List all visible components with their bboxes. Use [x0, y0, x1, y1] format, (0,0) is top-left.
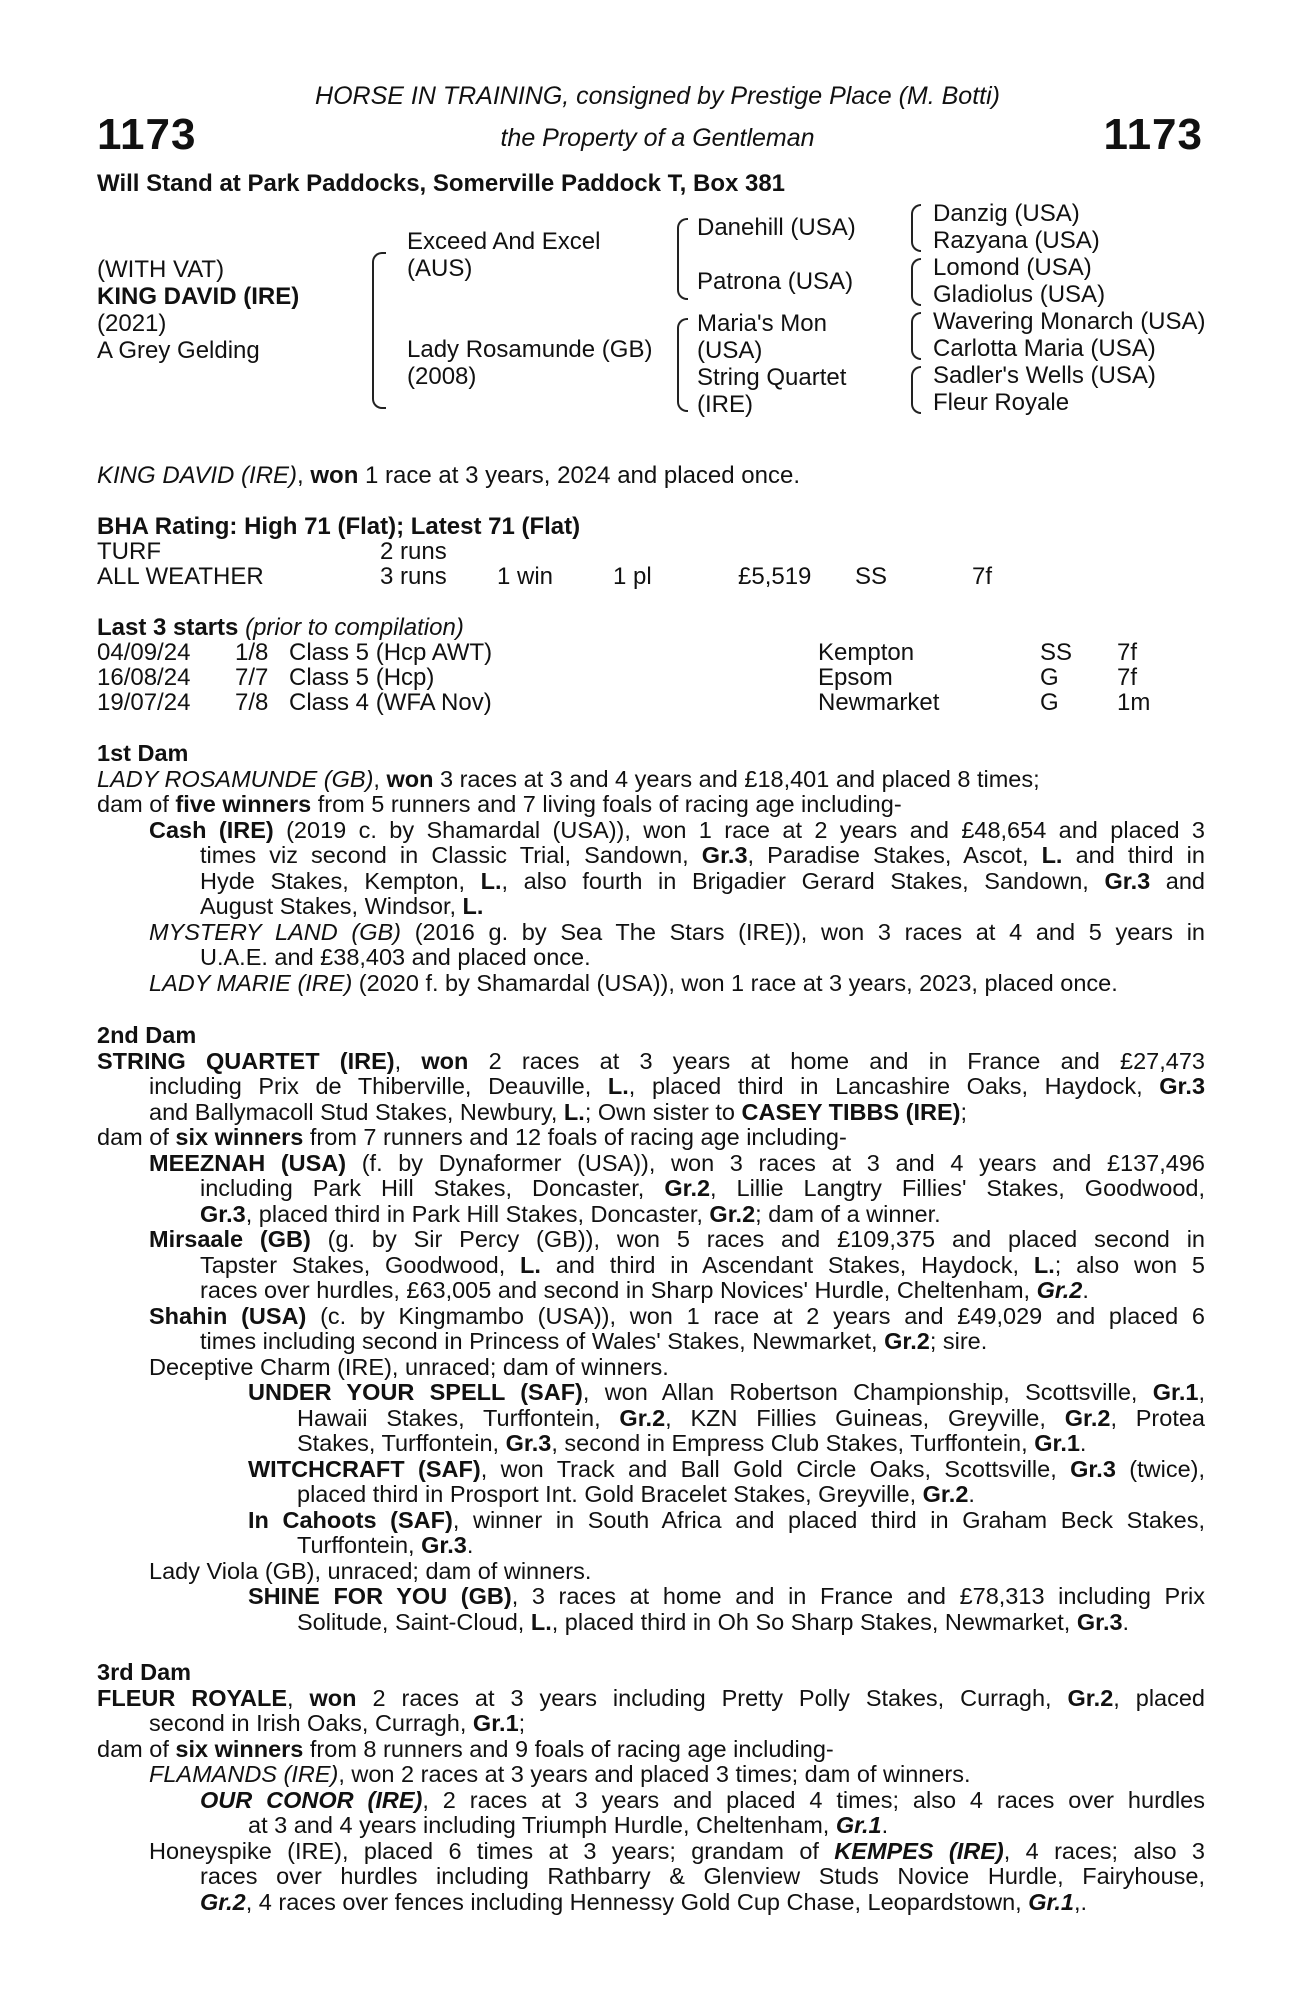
start-1-pos: 1/8: [235, 639, 269, 666]
brace-dam: [677, 318, 688, 412]
start-3-race: Class 4 (WFA Nov): [289, 689, 492, 716]
g4-wavering-monarch: Wavering Monarch (USA): [933, 308, 1206, 335]
second-dam-heading: 2nd Dam: [97, 1022, 197, 1048]
start-2-going: G: [1040, 664, 1059, 691]
start-3-going: G: [1040, 689, 1059, 716]
start-1-race: Class 5 (Hcp AWT): [289, 639, 493, 666]
third-dam-heading: 3rd Dam: [97, 1659, 192, 1685]
g4-sadlers-wells: Sadler's Wells (USA): [933, 362, 1156, 389]
dam-name: Lady Rosamunde (GB): [407, 336, 653, 363]
summary-won: won: [310, 462, 359, 489]
rating-going-aw: SS: [855, 563, 888, 590]
rating-distance-aw: 7f: [972, 563, 993, 590]
g4-fleur-royale: Fleur Royale: [933, 389, 1070, 416]
start-2-course: Epsom: [818, 664, 893, 691]
rating-earnings-aw: £5,519: [738, 563, 812, 590]
sire-origin: (AUS): [407, 255, 473, 282]
brace-g4-3: [911, 312, 921, 360]
start-2-distance: 7f: [1117, 664, 1138, 691]
dam-sire-origin: (USA): [697, 337, 763, 364]
start-1-going: SS: [1040, 639, 1073, 666]
start-1-course: Kempton: [818, 639, 915, 666]
brace-g4-2: [911, 258, 921, 306]
g4-carlotta-maria: Carlotta Maria (USA): [933, 335, 1156, 362]
start-2-pos: 7/7: [235, 664, 269, 691]
third-dam-section: 3rd Dam FLEUR ROYALE, won 2 races at 3 years including Pretty Polly Stakes, Curragh, Gr.2, placed second in Irish Oaks, Curragh, Gr.1; dam of six winners from 8 runners and 9 foals of racing age including- FLAMANDS (IRE), won 2 races at 3 years and placed 3 times; dam of winners. OUR CONOR (IRE), 2 races at 3 years and placed 4 times; also 4 races over hurdles at 3 and 4 years including Triumph Hurdle, Cheltenham, Gr.1. Honeyspike (IRE), placed 6 times at 3 years; grandam of KEMPES (IRE), 4 races; also 3 races over hurdles including Rathbarry & Glenview Studs Novice Hurdle, Fairyhouse, Gr.2, 4 races over fences including Hennessy Gold Cup Chase, Leopardstown, Gr.1,.: [97, 1659, 1205, 1915]
start-1-distance: 7f: [1117, 639, 1138, 666]
rating-surface-turf: TURF: [97, 538, 161, 565]
start-3-pos: 7/8: [235, 689, 269, 716]
start-2-race: Class 5 (Hcp): [289, 664, 435, 691]
dam-sire-name: Maria's Mon: [697, 310, 827, 337]
race-summary: KING DAVID (IRE), won 1 race at 3 years, 2024 and placed once.: [97, 462, 801, 489]
horse-name: KING DAVID (IRE): [97, 283, 300, 310]
dam-dam-origin: (IRE): [697, 391, 753, 418]
sire-name: Exceed And Excel: [407, 228, 601, 255]
rating-runs-turf: 2 runs: [380, 538, 447, 565]
vat-label: (WITH VAT): [97, 256, 225, 283]
bha-rating-heading: BHA Rating: High 71 (Flat); Latest 71 (Flat): [97, 513, 581, 540]
g4-danzig: Danzig (USA): [933, 200, 1080, 227]
lot-number-right: 1173: [1103, 110, 1203, 159]
brace-sire: [677, 218, 688, 300]
lot-number-left: 1173: [97, 110, 197, 159]
rating-places-aw: 1 pl: [613, 563, 652, 590]
start-3-course: Newmarket: [818, 689, 940, 716]
brace-g4-4: [911, 366, 921, 414]
dam-year: (2008): [407, 363, 477, 390]
rating-surface-aw: ALL WEATHER: [97, 563, 264, 590]
g4-gladiolus: Gladiolus (USA): [933, 281, 1106, 308]
second-dam-section: 2nd Dam STRING QUARTET (IRE), won 2 races at 3 years at home and in France and £27,473 including Prix de Thiberville, Deauville, L., placed third in Lancashire Oaks, Haydock, Gr.3 and Ballymacoll Stud Stakes, Newbury, L.; Own sister to CASEY TIBBS (IRE); dam of six winners from 7 runners and 12 foals of racing age including- MEEZNAH (USA) (f. by Dynaformer (USA)), won 3 races at 3 and 4 years and £137,496 including Park Hill Stakes, Doncaster, Gr.2, Lillie Langtry Fillies' Stakes, Goodwood, Gr.3, placed third in Park Hill Stakes, Doncaster, Gr.2; dam of a winner. Mirsaale (GB) (g. by Sir Percy (GB)), won 5 races and £109,375 and placed second in Tapster Stakes, Goodwood, L. and third in Ascendant Stakes, Haydock, L.; also won 5 races over hurdles, £63,005 and second in Sharp Novices' Hurdle, Cheltenham, Gr.2. Shahin (USA) (c. by Kingmambo (USA)), won 1 race at 2 years and £49,029 and placed 6 times including second in Princess of Wales' Stakes, Newmarket, Gr.2; sire. Deceptive Charm (IRE), unraced; dam of winners. UNDER YOUR SPELL (SAF), won Allan Robertson Championship, Scottsville, Gr.1, Hawaii Stakes, Turffontein, Gr.2, KZN Fillies Guineas, Greyville, Gr.2, Protea Stakes, Turffontein, Gr.3, second in Empress Club Stakes, Turffontein, Gr.1. WITCHCRAFT (SAF), won Track and Ball Gold Circle Oaks, Scottsville, Gr.3 (twice), placed third in Prosport Int. Gold Bracelet Stakes, Greyville, Gr.2. In Cahoots (SAF), winner in South Africa and placed third in Graham Beck Stakes, Turffontein, Gr.3. Lady Viola (GB), unraced; dam of winners. SHINE FOR YOU (GB), 3 races at home and in France and £78,313 including Prix Solitude, Saint-Cloud, L., placed third in Oh So Sharp Stakes, Newmarket, Gr.3.: [97, 1022, 1206, 1635]
summary-rest: 1 race at 3 years, 2024 and placed once.: [358, 462, 801, 489]
property-line: the Property of a Gentleman: [500, 124, 815, 152]
consignment-line: HORSE IN TRAINING, consigned by Prestige Place (M. Botti): [315, 82, 1000, 110]
dam-dam-name: String Quartet: [697, 364, 847, 391]
brace-g4-1: [911, 204, 921, 252]
rating-wins-aw: 1 win: [497, 563, 554, 590]
stand-line: Will Stand at Park Paddocks, Somerville Paddock T, Box 381: [97, 170, 786, 197]
foaling-year: (2021): [97, 310, 167, 337]
sire-dam: Patrona (USA): [697, 268, 854, 295]
horse-description: A Grey Gelding: [97, 337, 260, 364]
summary-name: KING DAVID (IRE): [97, 462, 298, 489]
start-3-date: 19/07/24: [97, 689, 191, 716]
start-1-date: 04/09/24: [97, 639, 191, 666]
g4-razyana: Razyana (USA): [933, 227, 1100, 254]
sire-sire: Danehill (USA): [697, 214, 856, 241]
first-dam-section: 1st Dam LADY ROSAMUNDE (GB), won 3 races at 3 and 4 years and £18,401 and placed 8 times; dam of five winners from 5 runners and 7 living foals of racing age including- Cash (IRE) (2019 c. by Shamardal (USA)), won 1 race at 2 years and £48,654 and placed 3 times viz second in Classic Trial, Sandown, Gr.3, Paradise Stakes, Ascot, L. and third in Hyde Stakes, Kempton, L., also fourth in Brigadier Gerard Stakes, Sandown, Gr.3 and August Stakes, Windsor, L. MYSTERY LAND (GB) (2016 g. by Sea The Stars (IRE)), won 3 races at 4 and 5 years in U.A.E. and £38,403 and placed once. LADY MARIE (IRE) (2020 f. by Shamardal (USA)), won 1 race at 3 years, 2023, placed once.: [97, 740, 1205, 996]
start-3-distance: 1m: [1117, 689, 1151, 716]
brace-main: [372, 252, 386, 409]
g4-lomond: Lomond (USA): [933, 254, 1092, 281]
start-2-date: 16/08/24: [97, 664, 191, 691]
first-dam-heading: 1st Dam: [97, 740, 189, 766]
last-starts-heading: Last 3 starts (prior to compilation): [97, 614, 464, 641]
rating-runs-aw: 3 runs: [380, 563, 447, 590]
